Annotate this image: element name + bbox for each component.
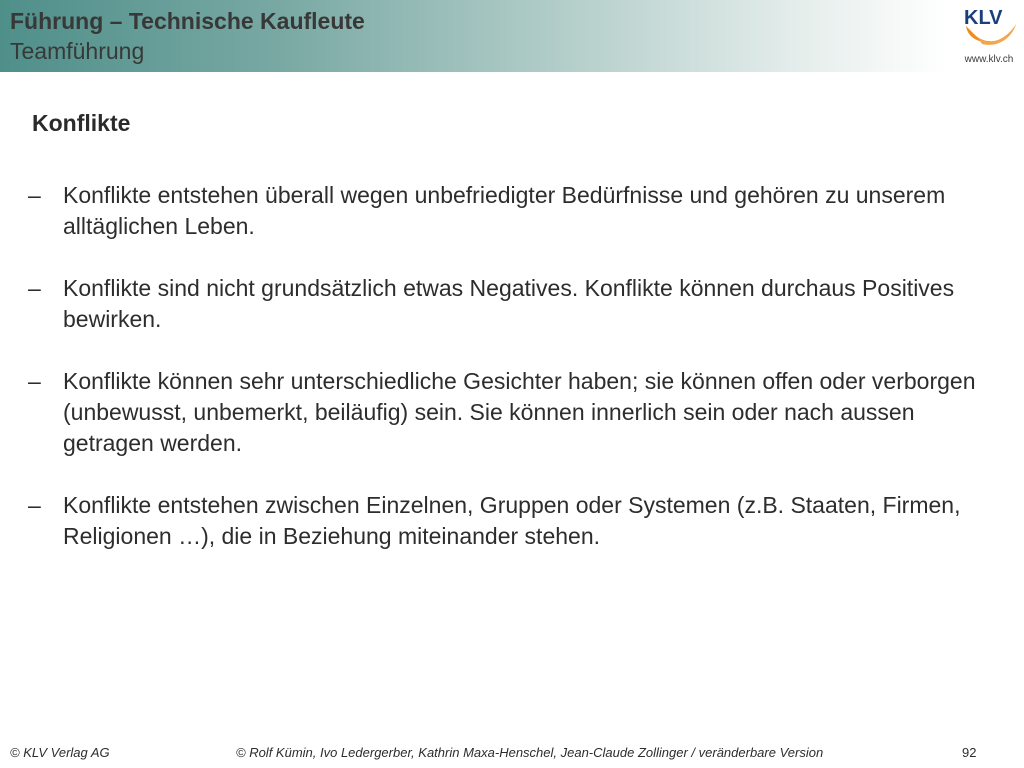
bullet-text: Konflikte können sehr unterschiedliche Gesichter haben; sie können offen oder verborgen (unbewusst, unbemerkt, beiläufig) sein. Sie können innerlich sein oder nach aussen getragen werden.	[63, 368, 976, 456]
header-subtitle: Teamführung	[10, 38, 145, 64]
klv-logo-icon	[958, 4, 1020, 52]
bullet-dash-icon: –	[28, 492, 41, 518]
page-number: 92	[962, 745, 977, 760]
bullet-text: Konflikte sind nicht grundsätzlich etwas Negatives. Konflikte können durchaus Positives bewirken.	[63, 275, 955, 332]
bullet-text: Konflikte entstehen zwischen Einzelnen, Gruppen oder Systemen (z.B. Staaten, Firmen, Religionen …), die in Beziehung miteinander stehen.	[63, 492, 961, 549]
bullet-text: Konflikte entstehen überall wegen unbefriedigter Bedürfnisse und gehören zu unserem alltäglichen Leben.	[63, 182, 946, 239]
logo-url: www.klv.ch	[964, 54, 1014, 65]
footer-copyright: © KLV Verlag AG	[10, 745, 110, 760]
bullet-dash-icon: –	[28, 275, 41, 301]
header-band	[0, 0, 948, 72]
bullet-dash-icon: –	[28, 368, 41, 394]
header-title: Führung – Technische Kaufleute	[10, 8, 365, 34]
bullet-item	[28, 366, 988, 459]
logo-text: KLV	[964, 7, 1003, 29]
section-title: Konflikte	[32, 110, 131, 136]
bullet-list	[28, 180, 988, 583]
bullet-item	[28, 180, 988, 242]
footer-authors: © Rolf Kümin, Ivo Ledergerber, Kathrin Maxa-Henschel, Jean-Claude Zollinger / veränderbare Version	[236, 745, 824, 760]
bullet-dash-icon: –	[28, 182, 41, 208]
klv-logo	[958, 4, 1020, 70]
bullet-item	[28, 490, 988, 552]
bullet-item	[28, 273, 988, 335]
